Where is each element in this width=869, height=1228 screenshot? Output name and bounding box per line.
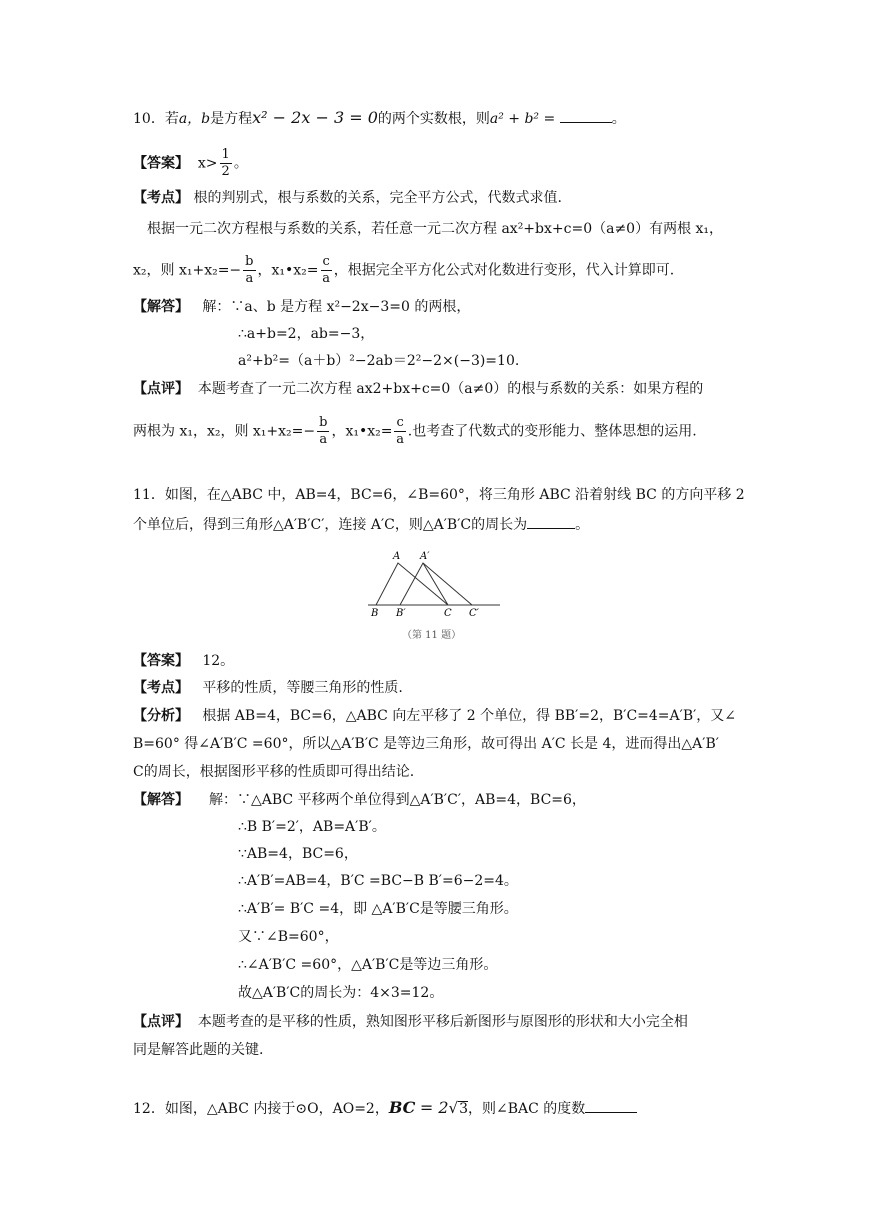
q11-fenxi-line2: B=60° 得∠A′B′C =60°，所以△A′B′C 是等边三角形，故可得出 A′C 长是 4，进而得出△A′B′ bbox=[133, 736, 719, 752]
answer-blank bbox=[585, 1098, 637, 1113]
segment-a-prime-c bbox=[423, 563, 448, 605]
q10-solution-line2: ∴a+b=2，ab=−3， bbox=[238, 326, 375, 342]
q10-kaodian: 【考点】 根的判别式，根与系数的关系，完全平方公式，代数式求值. bbox=[133, 190, 562, 206]
q10-analysis-line2: x₂，则 x₁+x₂=− $\frac{b}{a}$ ，x₁•x₂= $\frac{c}{a}$ ，根据完全平方化公式对化数进行变形，代入计算即可. bbox=[133, 254, 675, 286]
q11-triangle-figure bbox=[360, 546, 510, 646]
q10-answer: 【答案】 x> $\frac{1}{2}$ 。 bbox=[133, 147, 248, 179]
q11-kaodian: 【考点】 平移的性质，等腰三角形的性质. bbox=[133, 680, 403, 696]
answer-blank bbox=[527, 514, 575, 529]
q11-fenxi-line3: C的周长，根据图形平移的性质即可得出结论. bbox=[133, 764, 415, 780]
q11-solution-line: 解：∵△ABC 平移两个单位得到△A′B′C′，AB=4，BC=6， bbox=[209, 792, 586, 808]
q11-solution-line: ∴A′B′= B′C =4，即 △A′B′C是等腰三角形。 bbox=[238, 901, 518, 917]
q10-review-line2: 两根为 x₁，x₂，则 x₁+x₂=− $\frac{b}{a}$ ，x₁•x₂= $\frac{c}{a}$ .也考查了代数式的变形能力、整体思想的运用. bbox=[133, 415, 697, 447]
label-a-prime: A′ bbox=[420, 551, 430, 562]
label-b: B bbox=[371, 608, 379, 619]
q10-solution-line1: 【解答】 解：∵a、b 是方程 x²−2x−3=0 的两根， bbox=[133, 299, 471, 315]
q11-solution-line: ∵AB=4，BC=6， bbox=[238, 846, 358, 862]
q11-solution-line: ∴A′B′=AB=4，B′C =BC−B B′=6−2=4。 bbox=[238, 873, 518, 889]
q10-review-line1: 【点评】 本题考查了一元二次方程 ax2+bx+c=0（a≠0）的根与系数的关系：如果方程的 bbox=[133, 381, 704, 397]
q11-stem-line1: 11．如图，在△ABC 中，AB=4，BC=6，∠B=60°，将三角形 ABC 沿着射线 BC 的方向平移 2 bbox=[133, 487, 745, 503]
label-a: A bbox=[393, 551, 401, 562]
q11-solution-line: ∴B B′=2′，AB=A′B′。 bbox=[238, 819, 386, 835]
q11-answer: 【答案】 12。 bbox=[133, 653, 235, 669]
q11-solution-line: 又∵∠B=60°， bbox=[238, 929, 339, 945]
label-c-prime: C′ bbox=[469, 608, 479, 619]
q10-analysis-line1: 根据一元二次方程根与系数的关系，若任意一元二次方程 ax²+bx+c=0（a≠0）有两根 x₁， bbox=[147, 221, 724, 237]
q12-stem: 12．如图，△ABC 内接于⊙O，AO=2，BC = 2√3，则∠BAC 的度数 bbox=[133, 1098, 637, 1119]
q11-stem-line2: 个单位后，得到三角形△A′B′C′，连接 A′C，则△A′B′C的周长为 。 bbox=[133, 514, 589, 535]
label-b-prime: B′ bbox=[396, 608, 406, 619]
q11-solution-label: 【解答】 bbox=[133, 792, 189, 808]
label-c: C bbox=[444, 608, 452, 619]
q11-review-line1: 【点评】 本题考查的是平移的性质，熟知图形平移后新图形与原图形的形状和大小完全相 bbox=[133, 1014, 688, 1030]
q11-fenxi-line1: 【分析】 根据 AB=4，BC=6，△ABC 向左平移了 2 个单位，得 BB′=2，B′C=4=A′B′，又∠ bbox=[133, 708, 737, 724]
q11-solution-line: ∴∠A′B′C =60°，△A′B′C是等边三角形。 bbox=[238, 957, 498, 973]
figure-caption: （第 11 题） bbox=[402, 630, 462, 641]
q10-stem: 10．若a，b是方程x² − 2x − 3 = 0的两个实数根，则a² + b² = 。 bbox=[133, 108, 626, 127]
q11-review-line2: 同是解答此题的关键. bbox=[133, 1042, 264, 1058]
answer-blank bbox=[560, 108, 612, 123]
q11-solution-line: 故△A′B′C的周长为：4×3=12。 bbox=[238, 985, 444, 1001]
q10-solution-line3: a²+b²=（a＋b）²−2ab＝2²−2×(−3)=10. bbox=[238, 353, 520, 369]
